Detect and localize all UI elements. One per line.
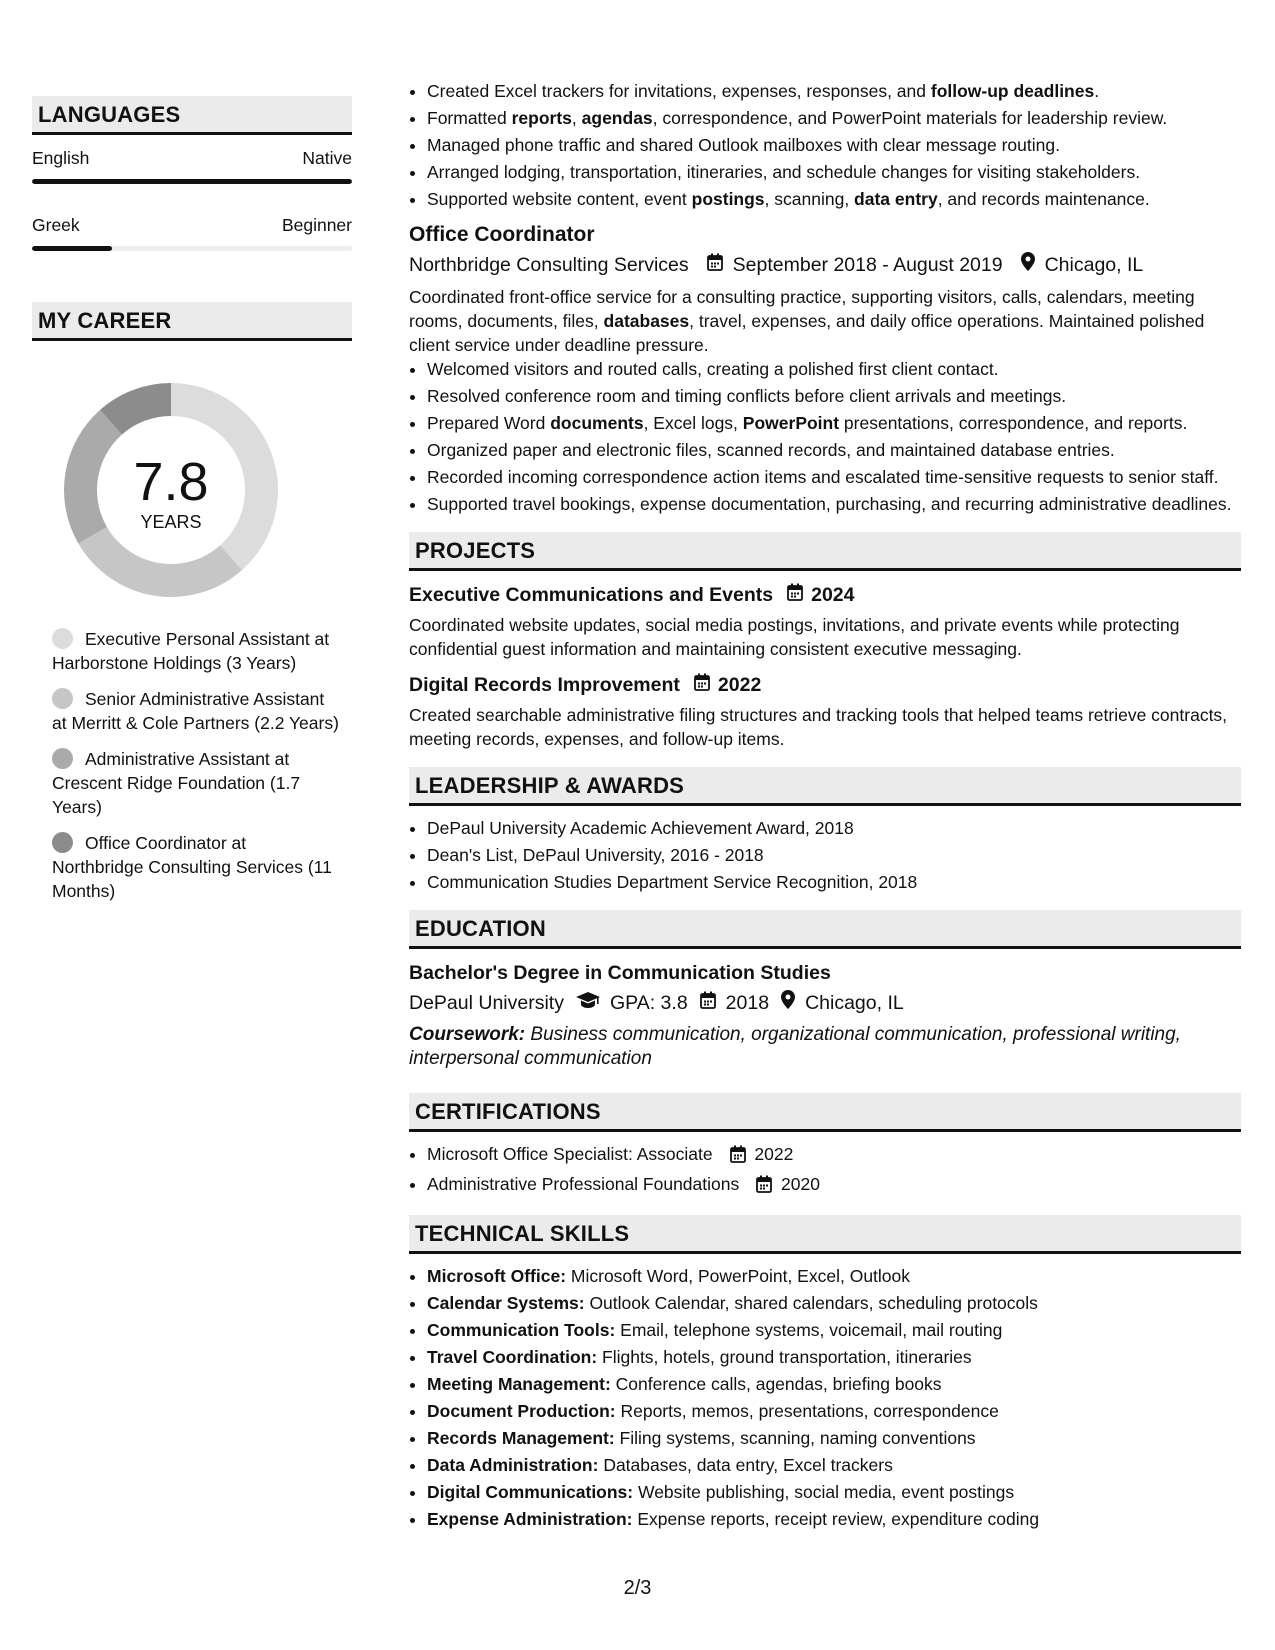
- certifications-heading: CERTIFICATIONS: [409, 1093, 1241, 1132]
- bullet-item: • Created Excel trackers for invitations, expenses, responses, and follow-up deadlines.: [427, 79, 1241, 103]
- project-description: Created searchable administrative filing structures and tracking tools that helped teams retrieve contracts, meeting records, expenses, and follow-up items.: [409, 705, 1228, 749]
- bullet-item: • Arranged lodging, transportation, itineraries, and schedule changes for visiting stakeholders.: [427, 160, 1241, 184]
- award-item: • DePaul University Academic Achievement Award, 2018: [427, 816, 1241, 840]
- career-legend-item: [52, 627, 342, 675]
- career-unit: YEARS: [140, 512, 202, 532]
- skill-value: Email, telephone systems, voicemail, mail routing: [615, 1320, 1003, 1340]
- skill-label: Meeting Management:: [427, 1374, 611, 1394]
- school-name: DePaul University: [409, 992, 564, 1014]
- skill-value: Databases, data entry, Excel trackers: [598, 1455, 893, 1475]
- job-bullets: [409, 357, 1241, 516]
- project-description: Coordinated website updates, social media postings, invitations, and private events while protecting confidential guest information and maintaining consistent executive messaging.: [409, 615, 1180, 659]
- bullet-item: • Prepared Word documents, Excel logs, PowerPoint presentations, correspondence, and reports.: [427, 411, 1241, 435]
- certification-year: 2020: [781, 1174, 820, 1194]
- skill-item: [427, 1345, 1241, 1369]
- gpa: GPA: 3.8: [609, 992, 688, 1014]
- sidebar: [32, 96, 352, 915]
- calendar-icon: [700, 989, 716, 1017]
- legend-dot: [52, 832, 73, 853]
- main-column: [409, 79, 1241, 1534]
- skill-item: [427, 1318, 1241, 1342]
- skill-item: [427, 1507, 1241, 1531]
- skill-label: Records Management:: [427, 1428, 615, 1448]
- calendar-icon: [694, 671, 710, 699]
- legend-label: Office Coordinator at Northbridge Consulting Services (11 Months): [52, 833, 332, 901]
- certification-name: Administrative Professional Foundations: [427, 1174, 740, 1194]
- skill-label: Calendar Systems:: [427, 1293, 585, 1313]
- bullet-item: • Managed phone traffic and shared Outlook mailboxes with clear message routing.: [427, 133, 1241, 157]
- skill-item: [427, 1372, 1241, 1396]
- languages-heading: LANGUAGES: [32, 96, 352, 135]
- bullet-item: • Welcomed visitors and routed calls, creating a polished first client contact.: [427, 357, 1241, 381]
- project-year: 2022: [717, 674, 762, 696]
- skill-label: Data Administration:: [427, 1455, 599, 1475]
- calendar-icon: [707, 251, 723, 279]
- project-title: Executive Communications and Events: [409, 584, 774, 606]
- skill-label: Travel Coordination:: [427, 1347, 598, 1367]
- bullet-item: • Supported travel bookings, expense documentation, purchasing, and recurring administrative deadlines.: [427, 492, 1241, 516]
- language-name: English: [32, 148, 90, 168]
- skills-heading: TECHNICAL SKILLS: [409, 1215, 1241, 1254]
- skill-value: Outlook Calendar, shared calendars, scheduling protocols: [584, 1293, 1038, 1313]
- skill-value: Expense reports, receipt review, expenditure coding: [632, 1509, 1040, 1529]
- bullet-item: • Formatted reports, agendas, correspondence, and PowerPoint materials for leadership review.: [427, 106, 1241, 130]
- bullet-item: • Organized paper and electronic files, scanned records, and maintained database entries.: [427, 438, 1241, 462]
- skill-value: Reports, memos, presentations, correspondence: [615, 1401, 999, 1421]
- coursework-label: Coursework:: [409, 1024, 526, 1045]
- language-name: Greek: [32, 215, 80, 235]
- bullet-item: • Resolved conference room and timing conflicts before client arrivals and meetings.: [427, 384, 1241, 408]
- education-meta: [409, 989, 1241, 1017]
- calendar-icon: [730, 1145, 746, 1169]
- previous-job-bullets: [409, 79, 1241, 211]
- language-proficiency-fill: [32, 179, 352, 184]
- language-item: [32, 145, 352, 184]
- skill-label: Microsoft Office:: [427, 1266, 567, 1286]
- career-donut-chart: [64, 383, 278, 597]
- job-title: Office Coordinator: [409, 223, 595, 246]
- legend-dot: [52, 688, 73, 709]
- certification-item: [427, 1172, 1241, 1199]
- career-legend-item: [52, 747, 342, 819]
- career-legend: [32, 627, 342, 903]
- job-location: Chicago, IL: [1044, 254, 1144, 276]
- skill-value: Filing systems, scanning, naming conventions: [614, 1428, 976, 1448]
- job-meta: [409, 251, 1241, 279]
- skill-item: [427, 1426, 1241, 1450]
- project-title: Digital Records Improvement: [409, 674, 680, 696]
- legend-dot: [52, 628, 73, 649]
- certification-name: Microsoft Office Specialist: Associate: [427, 1144, 713, 1164]
- project-year: 2024: [811, 584, 855, 606]
- language-level: Beginner: [281, 215, 352, 235]
- certifications-list: [409, 1142, 1241, 1199]
- language-item: [32, 212, 352, 251]
- legend-label: Administrative Assistant at Crescent Ridge Foundation (1.7 Years): [52, 749, 301, 817]
- career-heading: MY CAREER: [32, 302, 352, 341]
- graduation-cap-icon: [576, 989, 600, 1017]
- legend-label: Executive Personal Assistant at Harborstone Holdings (3 Years): [52, 629, 330, 673]
- skills-list: [409, 1264, 1241, 1531]
- certification-year: 2022: [754, 1144, 794, 1164]
- language-proficiency-bar: [32, 246, 352, 251]
- coursework: [409, 1023, 1241, 1071]
- projects-heading: PROJECTS: [409, 532, 1241, 571]
- job-company: Northbridge Consulting Services: [409, 254, 689, 276]
- location-pin-icon: [1021, 251, 1035, 279]
- job-dates: September 2018 - August 2019: [732, 254, 1003, 276]
- calendar-icon: [756, 1175, 772, 1199]
- skill-label: Expense Administration:: [427, 1509, 633, 1529]
- skill-item: [427, 1453, 1241, 1477]
- skill-value: Flights, hotels, ground transportation, itineraries: [597, 1347, 972, 1367]
- degree-title: Bachelor's Degree in Communication Studies: [409, 962, 831, 984]
- legend-dot: [52, 748, 73, 769]
- coursework-text: Business communication, organizational communication, professional writing, interpersonal communication: [409, 1024, 1181, 1069]
- language-proficiency-fill: [32, 246, 112, 251]
- legend-label: Senior Administrative Assistant at Merritt & Cole Partners (2.2 Years): [52, 689, 339, 733]
- award-item: • Dean's List, DePaul University, 2016 - 2018: [427, 843, 1241, 867]
- graduation-year: 2018: [725, 992, 770, 1014]
- skill-item: [427, 1480, 1241, 1504]
- career-legend-item: [52, 831, 342, 903]
- skill-item: [427, 1264, 1241, 1288]
- skill-value: Conference calls, agendas, briefing books: [610, 1374, 942, 1394]
- donut-segment: [64, 410, 122, 544]
- language-proficiency-bar: [32, 179, 352, 184]
- skill-label: Communication Tools:: [427, 1320, 616, 1340]
- certification-item: [427, 1142, 1241, 1169]
- location-pin-icon: [781, 989, 795, 1017]
- page-number: 2/3: [623, 1577, 652, 1599]
- calendar-icon: [787, 581, 803, 609]
- project-item: [409, 671, 1241, 751]
- skill-item: [427, 1399, 1241, 1423]
- skill-label: Document Production:: [427, 1401, 616, 1421]
- career-legend-item: [52, 687, 342, 735]
- skill-label: Digital Communications:: [427, 1482, 634, 1502]
- award-item: • Communication Studies Department Service Recognition, 2018: [427, 870, 1241, 894]
- career-total-years: 7.8: [133, 452, 209, 512]
- school-location: Chicago, IL: [805, 992, 904, 1014]
- language-level: Native: [302, 148, 352, 168]
- donut-segment: [78, 527, 242, 597]
- awards-list: [409, 816, 1241, 894]
- education-heading: EDUCATION: [409, 910, 1241, 949]
- job-description: Coordinated front-office service for a consulting practice, supporting visitors, calls, calendars, meeting rooms, documents, files, databases, travel, expenses, and daily office operations. Maintained polished client service under deadline pressure.: [409, 287, 1205, 355]
- skill-item: [427, 1291, 1241, 1315]
- bullet-item: • Recorded incoming correspondence action items and escalated time-sensitive requests to senior staff.: [427, 465, 1241, 489]
- languages-list: [32, 145, 352, 251]
- skill-value: Microsoft Word, PowerPoint, Excel, Outlook: [566, 1266, 911, 1286]
- bullet-item: • Supported website content, event postings, scanning, data entry, and records maintenance.: [427, 187, 1241, 211]
- project-item: [409, 581, 1241, 661]
- skill-value: Website publishing, social media, event postings: [633, 1482, 1015, 1502]
- awards-heading: LEADERSHIP & AWARDS: [409, 767, 1241, 806]
